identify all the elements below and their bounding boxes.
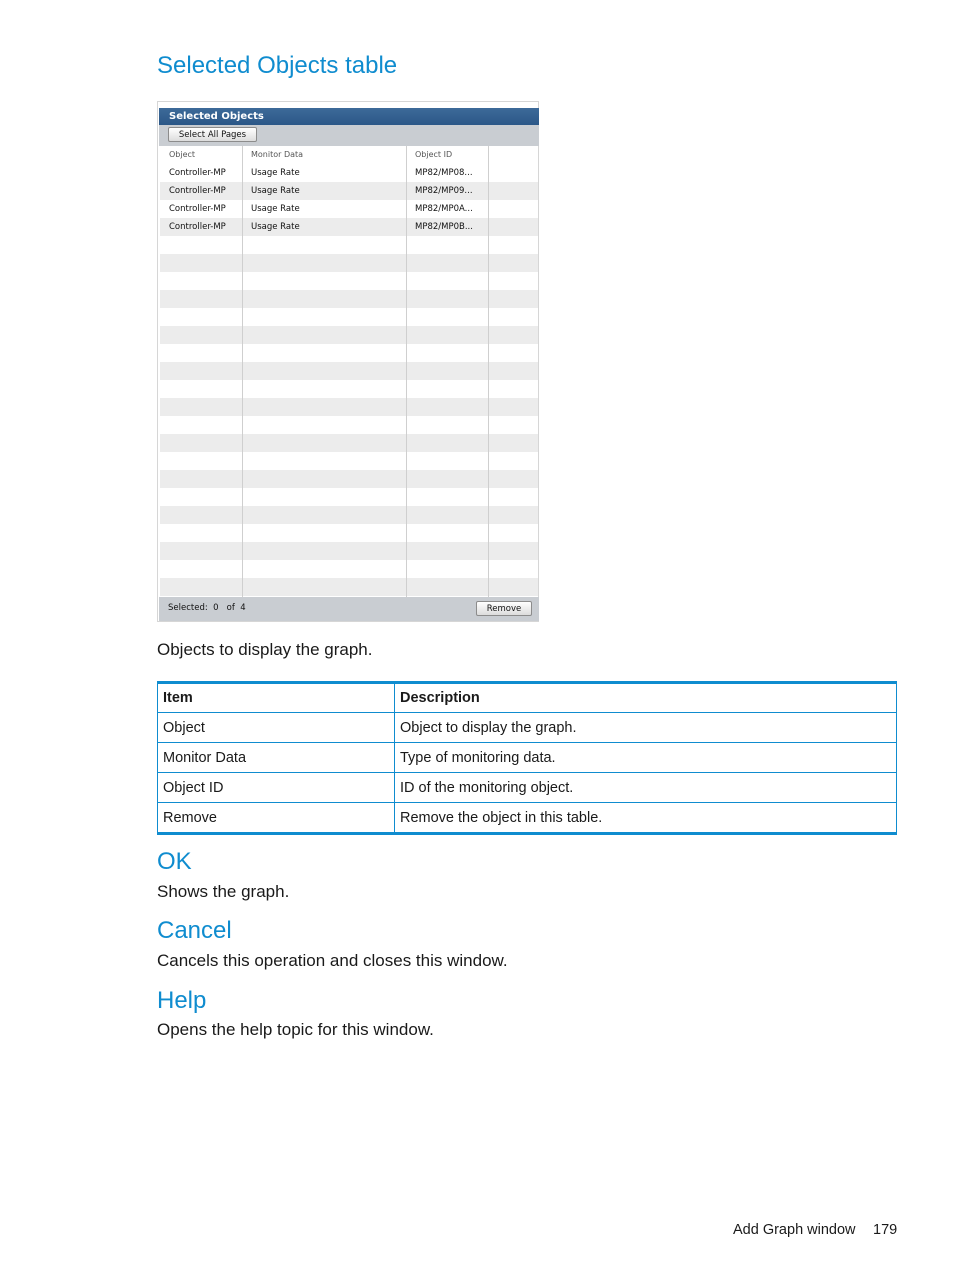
- grid-empty-row: [160, 452, 538, 470]
- grid-cell: MP82/MP0A...: [415, 204, 473, 214]
- grid-empty-row: [160, 326, 538, 344]
- selected-label: Selected:: [168, 603, 208, 613]
- grid-column-divider: [406, 146, 407, 597]
- grid-empty-row: [160, 434, 538, 452]
- of-label: of: [226, 603, 235, 613]
- grid-header-row: [160, 146, 538, 165]
- footer-label: Add Graph window: [733, 1222, 856, 1238]
- grid-cell: Controller-MP: [169, 186, 226, 196]
- grid-row[interactable]: [160, 218, 538, 236]
- help-heading: Help: [157, 987, 207, 1014]
- grid-column-header[interactable]: Object ID: [415, 150, 453, 159]
- section-title: Selected Objects table: [157, 52, 398, 79]
- description-cell: ID of the monitoring object.: [395, 773, 897, 803]
- description-cell: Type of monitoring data.: [395, 743, 897, 773]
- page-number: 179: [873, 1222, 898, 1238]
- ok-text: Shows the graph.: [157, 882, 290, 901]
- grid-cell: Controller-MP: [169, 168, 226, 178]
- grid-row[interactable]: [160, 200, 538, 218]
- grid-empty-row: [160, 488, 538, 506]
- table-row: [158, 713, 897, 743]
- grid-empty-row: [160, 254, 538, 272]
- grid-cell: Usage Rate: [251, 204, 300, 214]
- grid-empty-row: [160, 578, 538, 596]
- grid-cell: Usage Rate: [251, 222, 300, 232]
- grid-cell: MP82/MP09...: [415, 186, 473, 196]
- grid-empty-row: [160, 560, 538, 578]
- grid-empty-row: [160, 506, 538, 524]
- panel-title: Selected Objects: [159, 108, 539, 125]
- description-cell: Remove the object in this table.: [395, 803, 897, 834]
- grid-empty-row: [160, 344, 538, 362]
- intro-text: Objects to display the graph.: [157, 640, 373, 659]
- item-cell: Object: [158, 713, 395, 743]
- grid-cell: MP82/MP08...: [415, 168, 473, 178]
- remove-button[interactable]: Remove: [476, 601, 532, 616]
- table-row: [158, 743, 897, 773]
- objects-grid: [160, 146, 538, 597]
- grid-empty-row: [160, 236, 538, 254]
- select-all-pages-button[interactable]: Select All Pages: [168, 127, 257, 142]
- grid-cell: Controller-MP: [169, 204, 226, 214]
- grid-cell: MP82/MP0B...: [415, 222, 473, 232]
- description-cell: Object to display the graph.: [395, 713, 897, 743]
- header-description: Description: [395, 683, 897, 713]
- table-header-row: [158, 683, 897, 713]
- help-text: Opens the help topic for this window.: [157, 1020, 434, 1039]
- grid-empty-row: [160, 362, 538, 380]
- grid-empty-row: [160, 470, 538, 488]
- grid-cell: Usage Rate: [251, 186, 300, 196]
- item-cell: Object ID: [158, 773, 395, 803]
- item-cell: Monitor Data: [158, 743, 395, 773]
- selected-count: [168, 602, 246, 614]
- header-item: Item: [158, 683, 395, 713]
- grid-empty-row: [160, 398, 538, 416]
- grid-empty-row: [160, 524, 538, 542]
- grid-empty-row: [160, 272, 538, 290]
- panel-toolbar: [159, 125, 539, 146]
- grid-empty-row: [160, 308, 538, 326]
- grid-column-header[interactable]: Object: [169, 150, 196, 159]
- cancel-heading: Cancel: [157, 917, 232, 944]
- grid-empty-row: [160, 416, 538, 434]
- selected-objects-screenshot: [157, 101, 539, 622]
- grid-empty-row: [160, 290, 538, 308]
- grid-cell: Usage Rate: [251, 168, 300, 178]
- panel-footer: [159, 597, 539, 621]
- description-table: [157, 681, 897, 835]
- grid-empty-row: [160, 542, 538, 560]
- grid-column-divider: [488, 146, 489, 597]
- selected-count-value: 0: [213, 603, 219, 613]
- grid-row[interactable]: [160, 182, 538, 200]
- grid-empty-row: [160, 380, 538, 398]
- cancel-text: Cancels this operation and closes this window.: [157, 951, 508, 970]
- grid-row[interactable]: [160, 164, 538, 182]
- table-row: [158, 773, 897, 803]
- grid-cell: Controller-MP: [169, 222, 226, 232]
- table-row: [158, 803, 897, 834]
- total-count-value: 4: [240, 603, 246, 613]
- ok-heading: OK: [157, 848, 192, 875]
- grid-column-divider: [242, 146, 243, 597]
- grid-column-header[interactable]: Monitor Data: [251, 150, 304, 159]
- item-cell: Remove: [158, 803, 395, 834]
